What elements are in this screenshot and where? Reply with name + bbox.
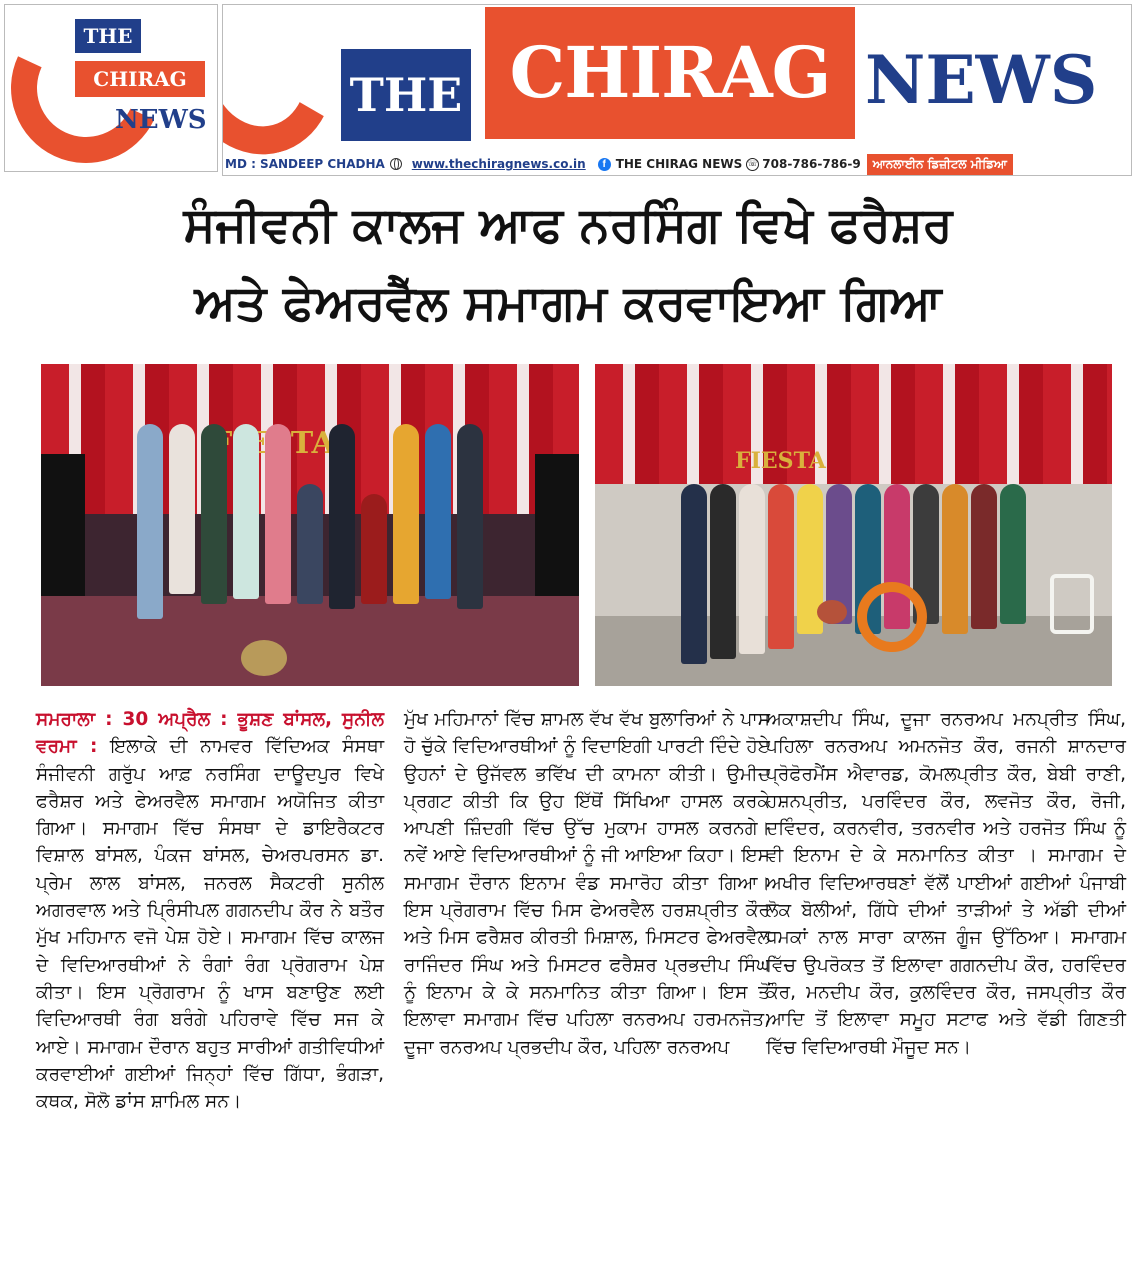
stage-curtain [595, 364, 1112, 484]
person-figure [361, 494, 387, 604]
plastic-chair [1050, 574, 1094, 634]
person-figure [425, 424, 451, 599]
banner-chirag: CHIRAG [485, 7, 855, 139]
lamp-arc-icon [222, 4, 352, 172]
logo-chirag: CHIRAG [75, 61, 205, 97]
person-figure [297, 484, 323, 604]
article-text: ਇਲਾਕੇ ਦੀ ਨਾਮਵਰ ਵਿੱਦਿਅਕ ਸੰਸਥਾ ਸੰਜੀਵਨੀ ਗਰੁੱਪ ਆਫ਼ ਨਰਸਿੰਗ ਦਾਊਦਪੁਰ ਵਿਖੇ ਫਰੈਸ਼ਰ ਅਤੇ ਫੇਅਰਵੈਲ ਸਮਾਗਮ ਅਯੋਜਿਤ ਕੀਤਾ ਗਿਆ। ਸਮਾਗਮ ਵਿੱਚ ਸੰਸਥਾ ਦੇ ਡਾਇਰੈਕਟਰ ਵਿਸ਼ਾਲ ਬਾਂਸਲ, ਪੰਕਜ ਬਾਂਸਲ, ਚੇਅਰਪਰਸਨ ਡਾ. ਪ੍ਰੇਮ ਲਾਲ ਬਾਂਸਲ, ਜਨਰਲ ਸੈਕਟਰੀ ਸੁਨੀਲ ਅਗਰਵਾਲ ਅਤੇ ਪ੍ਰਿੰਸੀਪਲ ਗਗਨਦੀਪ ਕੌਰ ਨੇ ਬਤੌਰ ਮੁੱਖ ਮਹਿਮਾਨ ਵਜੋ ਪੇਸ਼ ਹੋਏ। ਸਮਾਗਮ ਵਿੱਚ ਕਾਲਜ ਦੇ ਵਿਦਿਆਰਥੀਆਂ ਨੇ ਰੰਗਾਂ ਰੰਗ ਪ੍ਰੋਗਰਾਮ ਪੇਸ਼ ਕੀਤਾ। ਇਸ ਪ੍ਰੋਗਰਾਮ ਨੂੰ ਖਾਸ ਬਣਾਉਣ ਲਈ ਵਿਦਿਆਰਥੀ ਰੰਗ ਬਰੰਗੇ ਪਹਿਰਾਵੇ ਵਿੱਚ ਸਜ ਕੇ ਆਏ। ਸਮਾਗਮ ਦੌਰਾਨ ਬਹੁਤ ਸਾਰੀਆਂ ਗਤੀਵਿਧੀਆਂ ਕਰਵਾਈਆਂ ਗਈਆਂ ਜਿਨ੍ਹਾਂ ਵਿੱਚ ਗਿੱਧਾ, ਭੰਗੜਾ, ਕਥਕ, ਸੋਲੋ ਡਾਂਸ ਸ਼ਾਮਿਲ ਸਨ। [36, 736, 384, 1113]
decorative-pot [817, 600, 847, 624]
banner-the: THE [341, 49, 471, 141]
managing-director: MD : SANDEEP CHADHA [225, 157, 385, 171]
person-figure [768, 484, 794, 649]
person-figure [971, 484, 997, 629]
group-of-people [595, 484, 1112, 664]
phone-number[interactable]: 708-786-786-9 [762, 157, 861, 171]
person-figure [169, 424, 195, 594]
person-figure [710, 484, 736, 659]
globe-icon [390, 158, 402, 170]
newspaper-logo[interactable] [4, 4, 218, 172]
person-figure [681, 484, 707, 664]
article-text: ਮੁੱਖ ਮਹਿਮਾਨਾਂ ਵਿੱਚ ਸ਼ਾਮਲ ਵੱਖ ਵੱਖ ਬੁਲਾਰਿਆਂ ਨੇ ਪਾਸ ਹੋ ਚੁੱਕੇ ਵਿਦਿਆਰਥੀਆਂ ਨੂੰ ਵਿਦਾਇਗੀ ਪਾਰਟੀ ਦਿੰਦੇ ਹੋਏ ਉਹਨਾਂ ਦੇ ਉਜੱਵਲ ਭਵਿੱਖ ਦੀ ਕਾਮਨਾ ਕੀਤੀ। ਉਮੀਦ ਪ੍ਰਗਟ ਕੀਤੀ ਕਿ ਉਹ ਇੱਥੋਂ ਸਿੱਖਿਆ ਹਾਸਲ ਕਰਕੇ ਆਪਣੀ ਜ਼ਿੰਦਗੀ ਵਿੱਚ ਉੱਚ ਮੁਕਾਮ ਹਾਸਲ ਕਰਨਗੇ। ਨਵੇਂ ਆਏ ਵਿਦਿਆਰਥੀਆਂ ਨੂੰ ਜੀ ਆਇਆ ਕਿਹਾ। ਇਸ ਸਮਾਗਮ ਦੌਰਾਨ ਇਨਾਮ ਵੰਡ ਸਮਾਰੋਹ ਕੀਤਾ ਗਿਆ। ਇਸ ਪ੍ਰੋਗਰਾਮ ਵਿੱਚ ਮਿਸ ਫੇਅਰਵੈਲ ਹਰਸ਼ਪ੍ਰੀਤ ਕੌਰ ਅਤੇ ਮਿਸ ਫਰੈਸ਼ਰ ਕੀਰਤੀ ਮਿਸ਼ਾਲ, ਮਿਸਟਰ ਫੇਅਰਵੈਲ ਰਾਜਿੰਦਰ ਸਿੰਘ ਅਤੇ ਮਿਸਟਰ ਫਰੈਸ਼ਰ ਪ੍ਰਭਦੀਪ ਸਿੰਘ ਨੂੰ ਇਨਾਮ ਕੇ ਕੇ ਸਨਮਾਨਿਤ ਕੀਤਾ ਗਿਆ। ਇਸ ਤੋਂ ਇਲਾਵਾ ਸਮਾਗਮ ਵਿੱਚ ਪਹਿਲਾ ਰਨਰਅਪ ਹਰਮਨਜੋਤ, ਦੂਜਾ ਰਨਰਅਪ ਪ੍ਰਭਦੀਪ ਕੌਰ, ਪਹਿਲਾ ਰਨਰਅਪ [404, 709, 770, 1058]
article-column-3 [766, 706, 1126, 1061]
masthead-info-bar [223, 151, 1132, 176]
logo-the: THE [75, 19, 141, 53]
article-column-2 [404, 706, 770, 1061]
person-figure [265, 424, 291, 604]
article-text: ਅਕਾਸ਼ਦੀਪ ਸਿੰਘ, ਦੂਜਾ ਰਨਰਅਪ ਮਨਪ੍ਰੀਤ ਸਿੰਘ, ਪਹਿਲਾ ਰਨਰਅਪ ਅਮਨਜੋਤ ਕੌਰ, ਰਜਨੀ ਸ਼ਾਨਦਾਰ ਪ੍ਰੋਫੋਰਮੈਂਸ ਐਵਾਰਡ, ਕੋਮਲਪ੍ਰੀਤ ਕੌਰ, ਬੇਬੀ ਰਾਣੀ, ਹਸ਼ਨਪ੍ਰੀਤ, ਪਰਵਿੰਦਰ ਕੌਰ, ਲਵਜੋਤ ਕੌਰ, ਰੋਜੀ, ਦਵਿੰਦਰ, ਕਰਨਵੀਰ, ਤਰਨਵੀਰ ਅਤੇ ਹਰਜੋਤ ਸਿੰਘ ਨੂੰ ਵੀ ਇਨਾਮ ਦੇ ਕੇ ਸਨਮਾਨਿਤ ਕੀਤਾ । ਸਮਾਗਮ ਦੇ ਅਖੀਰ ਵਿਦਿਆਰਥਣਾਂ ਵੱਲੋਂ ਪਾਈਆਂ ਗਈਆਂ ਪੰਜਾਬੀ ਲੋਕ ਬੋਲੀਆਂ, ਗਿੱਧੇ ਦੀਆਂ ਤਾੜੀਆਂ ਤੇ ਅੱਡੀ ਦੀਆਂ ਧਮਕਾਂ ਨਾਲ ਸਾਰਾ ਕਾਲਜ ਗੂੰਜ ਉੱਠਿਆ। ਸਮਾਗਮ ਵਿੱਚ ਉਪਰੋਕਤ ਤੋਂ ਇਲਾਵਾ ਗਗਨਦੀਪ ਕੌਰ, ਹਰਵਿੰਦਰ ਕੌਰ, ਮਨਦੀਪ ਕੌਰ, ਕੁਲਵਿੰਦਰ ਕੌਰ, ਜਸਪ੍ਰੀਤ ਕੌਰ ਆਦਿ ਤੋਂ ਇਲਾਵਾ ਸਮੂਹ ਸਟਾਫ ਅਤੇ ਵੱਡੀ ਗਿਣਤੀ ਵਿੱਚ ਵਿਦਿਆਰਥੀ ਮੌਜੂਦ ਸਨ। [766, 709, 1126, 1058]
article-dateline: ਸਮਰਾਲਾ : 30 ਅਪ੍ਰੈਲ : ਭੂਸ਼ਣ ਬਾਂਸਲ, ਸੁਨੀਲ ਵਰਮਾ : [36, 709, 384, 758]
headline-line-2: ਅਤੇ ਫੇਅਰਵੈੱਲ ਸਮਾਗਮ ਕਰਵਾਇਆ ਗਿਆ [194, 275, 942, 331]
flower-rangoli [857, 582, 927, 652]
facebook-icon: f [598, 158, 611, 171]
masthead [0, 0, 1136, 176]
event-photo-left[interactable] [41, 364, 579, 686]
person-figure [329, 424, 355, 609]
person-figure [739, 484, 765, 654]
media-tagline: ਆਨਲਾਈਨ ਡਿਜ਼ੀਟਲ ਮੀਡਿਆ [867, 154, 1013, 175]
person-figure [201, 424, 227, 604]
decorative-pot [241, 640, 287, 676]
person-figure [137, 424, 163, 619]
phone-icon: ☏ [746, 158, 759, 171]
facebook-page-link[interactable]: THE CHIRAG NEWS [615, 157, 743, 171]
masthead-banner [222, 4, 1132, 176]
banner-news: NEWS [865, 41, 1098, 119]
person-figure [233, 424, 259, 599]
headline-line-1: ਸੰਜੀਵਨੀ ਕਾਲਜ ਆਫ ਨਰਸਿੰਗ ਵਿਖੇ ਫਰੈਸ਼ਰ [183, 197, 953, 253]
website-link[interactable]: www.thechiragnews.co.in [411, 157, 586, 171]
event-photo-right[interactable] [595, 364, 1112, 686]
logo-news: NEWS [115, 105, 207, 135]
article-headline [20, 186, 1116, 342]
person-figure [457, 424, 483, 609]
person-figure [942, 484, 968, 634]
person-figure [393, 424, 419, 604]
person-figure [1000, 484, 1026, 624]
article-column-1 [36, 706, 384, 1115]
fiesta-banner: FIESTA [735, 448, 826, 474]
group-of-people [41, 424, 579, 619]
